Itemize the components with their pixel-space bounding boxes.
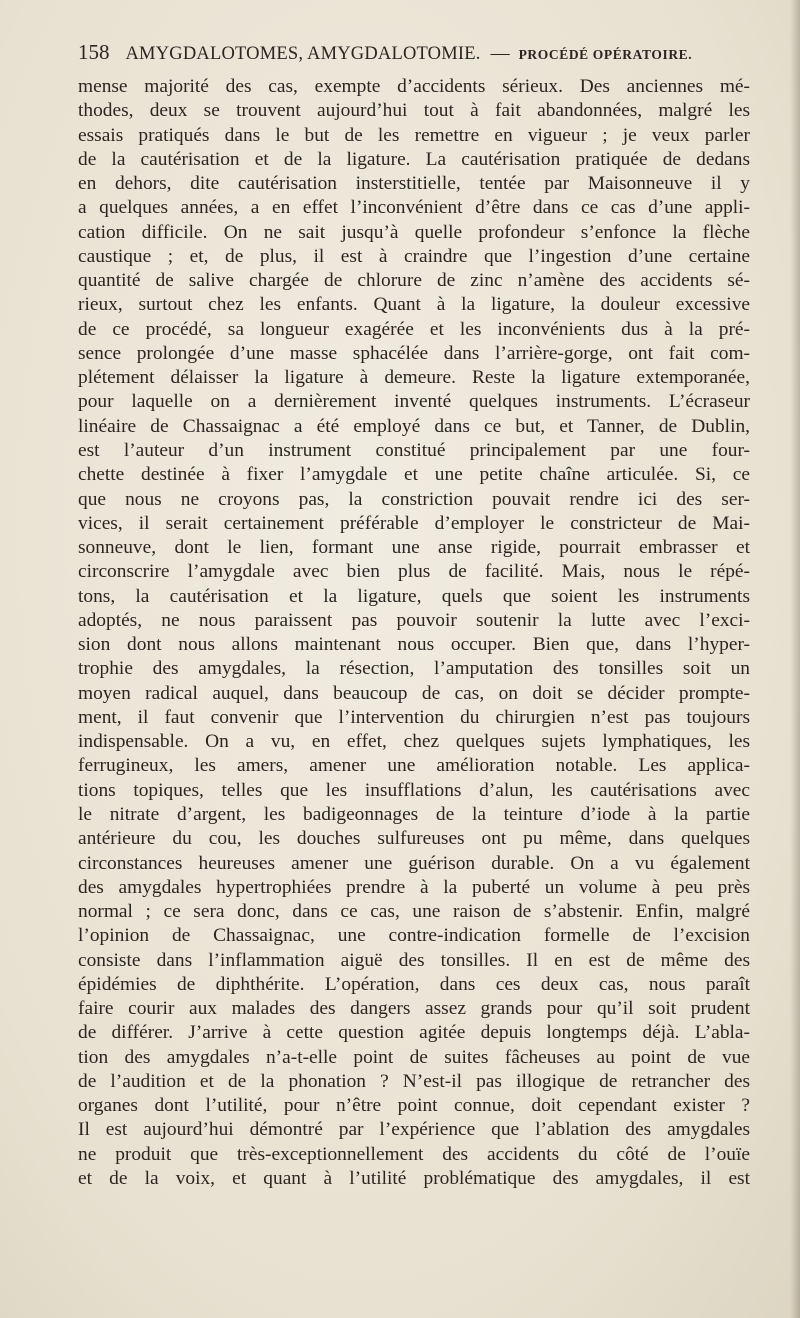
- text-line: adoptés, ne nous paraissent pas pouvoir soutenir la lutte avec l’exci-: [78, 609, 750, 631]
- text-line: consiste dans l’inflammation aiguë des tonsilles. Il en est de même des: [78, 949, 750, 971]
- text-line: faire courir aux malades des dangers assez grands pour qu’il soit prudent: [78, 998, 750, 1020]
- text-line: des amygdales hypertrophiées prendre à la puberté un volume à peu près: [78, 876, 750, 898]
- text-line: a quelques années, a en effet l’inconvénient d’être dans ce cas d’une appli-: [78, 197, 750, 219]
- text-line: ne produit que très-exceptionnellement des accidents du côté de l’ouïe: [78, 1143, 750, 1165]
- text-line: ferrugineux, les amers, amener une amélioration notable. Les applica-: [78, 755, 750, 777]
- text-line: chette destinée à fixer l’amygdale et une petite chaîne articulée. Si, ce: [78, 464, 750, 486]
- text-line: de différer. J’arrive à cette question agitée depuis longtemps déjà. L’abla-: [78, 1022, 750, 1044]
- text-line: tions topiques, telles que les insufflations d’alun, les cautérisations avec: [78, 779, 750, 801]
- text-line: l’opinion de Chassaignac, une contre-indication formelle de l’excision: [78, 925, 750, 947]
- text-line: tons, la cautérisation et la ligature, quels que soient les instruments: [78, 585, 750, 607]
- text-line: de l’audition et de la phonation ? N’est-il pas illogique de retrancher des: [78, 1070, 750, 1092]
- text-line: épidémies de diphthérite. L’opération, dans ces deux cas, nous paraît: [78, 973, 750, 995]
- page-number: 158: [78, 40, 110, 64]
- text-line: circonscrire l’amygdale avec bien plus de facilité. Mais, nous le répé-: [78, 561, 750, 583]
- text-line: pour laquelle on a dernièrement inventé quelques instruments. L’écraseur: [78, 391, 750, 413]
- text-line: de la cautérisation et de la ligature. La cautérisation pratiquée de dedans: [78, 148, 750, 170]
- section-title: PROCÉDÉ OPÉRATOIRE.: [518, 47, 693, 62]
- text-line: moyen radical auquel, dans beaucoup de cas, on doit se décider prompte-: [78, 682, 750, 704]
- text-line: indispensable. On a vu, en effet, chez quelques sujets lymphatiques, les: [78, 731, 750, 753]
- text-line: plétement délaisser la ligature à demeure. Reste la ligature extemporanée,: [78, 367, 750, 389]
- text-line: circonstances heureuses amener une guérison durable. On a vu également: [78, 852, 750, 874]
- text-line: mense majorité des cas, exempte d’accidents sérieux. Des anciennes mé-: [78, 76, 750, 97]
- text-line: le nitrate d’argent, les badigeonnages de la teinture d’iode à la partie: [78, 803, 750, 825]
- text-line: antérieure du cou, les douches sulfureuses ont pu même, dans quelques: [78, 828, 750, 850]
- text-line: que nous ne croyons pas, la constriction pouvait rendre ici des ser-: [78, 488, 750, 510]
- text-line: en dehors, dite cautérisation insterstitielle, tentée par Maisonneuve il y: [78, 173, 750, 195]
- running-header: [78, 40, 758, 70]
- text-line: sence prolongée d’une masse sphacélée dans l’arrière-gorge, ont fait com-: [78, 342, 750, 364]
- text-line: rieux, surtout chez les enfants. Quant à la ligature, la douleur excessive: [78, 294, 750, 316]
- header-separator: —: [490, 43, 510, 64]
- text-line: cation difficile. On ne sait jusqu’à quelle profondeur s’enfonce la flèche: [78, 221, 750, 243]
- page-edge-shadow: [790, 0, 800, 1318]
- body-text: [78, 75, 750, 1191]
- text-line: et de la voix, et quant à l’utilité problématique des amygdales, il est: [78, 1167, 750, 1189]
- text-line: sion dont nous allons maintenant nous occuper. Bien que, dans l’hyper-: [78, 634, 750, 656]
- text-line: essais pratiqués dans le but de les remettre en vigueur ; je veux parler: [78, 124, 750, 146]
- running-title: AMYGDALOTOMES, AMYGDALOTOMIE.: [125, 44, 481, 64]
- text-line: tion des amygdales n’a-t-elle point de suites fâcheuses au point de vue: [78, 1046, 750, 1068]
- text-line: Il est aujourd’hui démontré par l’expérience que l’ablation des amygdales: [78, 1119, 750, 1141]
- text-line: organes dont l’utilité, pour n’être point connue, doit cependant exister ?: [78, 1095, 750, 1117]
- text-line: thodes, deux se trouvent aujourd’hui tout à fait abandonnées, malgré les: [78, 100, 750, 122]
- text-line: de ce procédé, sa longueur exagérée et les inconvénients dus à la pré-: [78, 318, 750, 340]
- text-line: ment, il faut convenir que l’intervention du chirurgien n’est pas toujours: [78, 706, 750, 728]
- text-line: vices, il serait certainement préférable d’employer le constricteur de Mai-: [78, 512, 750, 534]
- text-line: normal ; ce sera donc, dans ce cas, une raison de s’abstenir. Enfin, malgré: [78, 901, 750, 923]
- text-line: caustique ; et, de plus, il est à craindre que l’ingestion d’une certaine: [78, 245, 750, 267]
- text-line: quantité de salive chargée de chlorure de zinc n’amène des accidents sé-: [78, 270, 750, 292]
- text-line: est l’auteur d’un instrument constitué principalement par une four-: [78, 439, 750, 461]
- text-line: sonneuve, dont le lien, formant une anse rigide, pourrait embrasser et: [78, 537, 750, 559]
- text-line: linéaire de Chassaignac a été employé dans ce but, et Tanner, de Dublin,: [78, 415, 750, 437]
- text-line: trophie des amygdales, la résection, l’amputation des tonsilles soit un: [78, 658, 750, 680]
